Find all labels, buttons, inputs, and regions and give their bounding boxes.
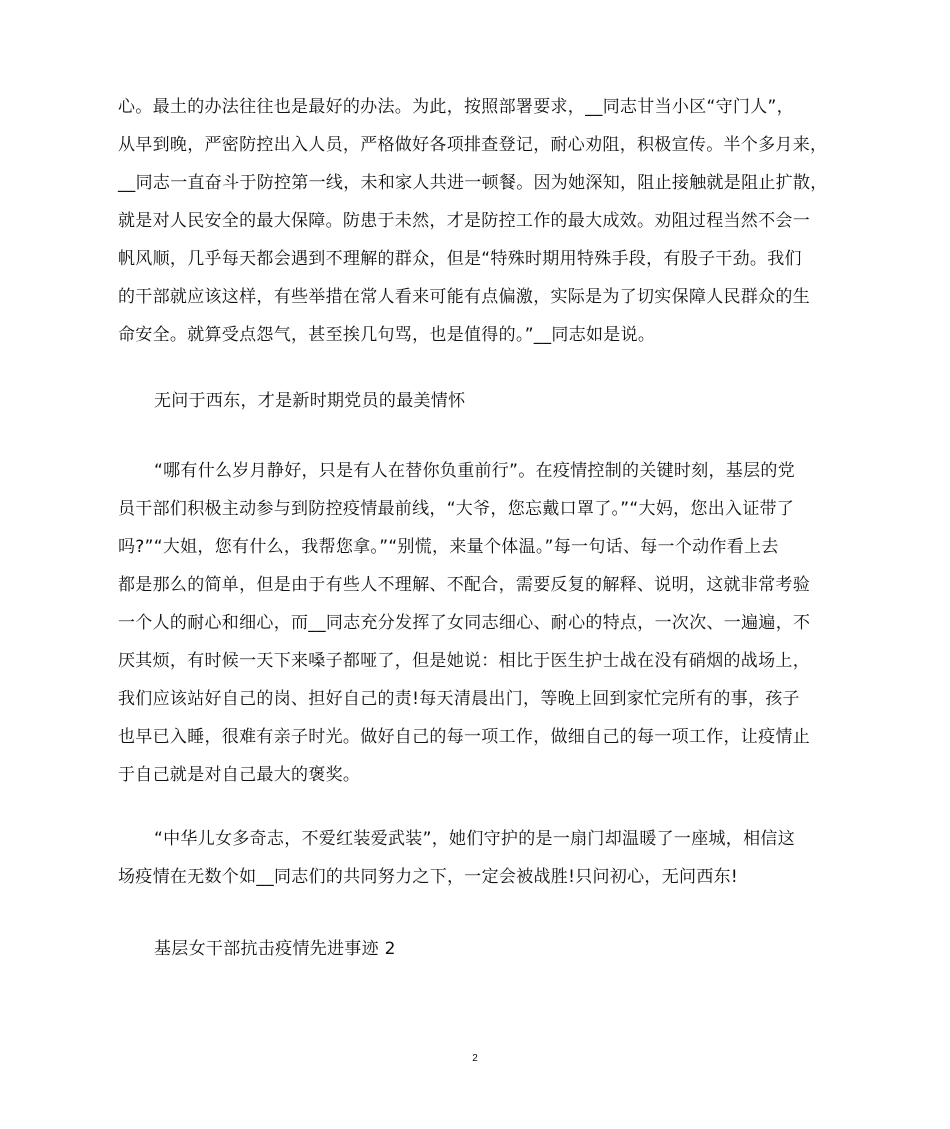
- paragraph-line: 厌其烦，有时候一天下来嗓子都哑了，但是她说：相比于医生护士战在没有硝烟的战场上，: [118, 651, 810, 671]
- paragraph-line: 从早到晚，严密防控出入人员，严格做好各项排查登记，耐心劝阻，积极宣传。半个多月来，: [118, 135, 828, 155]
- paragraph-1: [118, 88, 836, 354]
- paragraph-line: 命安全。就算受点怨气，甚至挨几句骂，也是值得的。”__同志如是说。: [118, 325, 656, 345]
- paragraph-line: 帆风顺，几乎每天都会遇到不理解的群众，但是“特殊时期用特殊手段，有股子干劲。我们: [118, 249, 802, 269]
- page-number: 2: [472, 1053, 478, 1064]
- paragraph-3: [118, 820, 836, 896]
- paragraph-2: [118, 452, 836, 794]
- paragraph-line: 于自己就是对自己最大的褒奖。: [118, 765, 361, 785]
- paragraph-line: 员干部们积极主动参与到防控疫情最前线，“大爷，您忘戴口罩了。”“大妈，您出入证带了: [118, 499, 795, 519]
- paragraph-line: 我们应该站好自己的岗、担好自己的责!每天清晨出门，等晚上回到家忙完所有的事，孩子: [118, 689, 800, 709]
- paragraph-line: 的干部就应该这样，有些举措在常人看来可能有点偏激，实际是为了切实保障人民群众的生: [118, 287, 810, 307]
- paragraph-line: 都是那么的简单，但是由于有些人不理解、不配合，需要反复的解释、说明，这就非常考验: [118, 575, 810, 595]
- heading-text: 无问于西东，才是新时期党员的最美情怀: [154, 391, 466, 411]
- paragraph-line: 就是对人民安全的最大保障。防患于未然，才是防控工作的最大成效。劝阻过程当然不会一: [118, 211, 810, 231]
- paragraph-line: 也早已入睡，很难有亲子时光。做好自己的每一项工作，做细自己的每一项工作，让疫情止: [118, 727, 810, 747]
- paragraph-line: “哪有什么岁月静好，只是有人在替你负重前行”。在疫情控制的关键时刻，基层的党: [154, 461, 796, 481]
- paragraph-line: 吗?”“大姐，您有什么，我帮您拿。”“别慌，来量个体温。”每一句话、每一个动作看上去: [118, 537, 779, 557]
- heading-text: 基层女干部抗击疫情先进事迹 2: [154, 939, 396, 959]
- paragraph-line: 场疫情在无数个如__同志们的共同努力之下，一定会被战胜!只问初心，无问西东!: [118, 867, 739, 887]
- paragraph-line: 一个人的耐心和细心，而__同志充分发挥了女同志细心、耐心的特点，一次次、一遍遍，不: [118, 613, 811, 633]
- paragraph-line: 心。最土的办法往往也是最好的办法。为此，按照部署要求，__同志甘当小区“守门人”，: [118, 97, 794, 117]
- section-heading-1: [118, 382, 836, 420]
- paragraph-line: “中华儿女多奇志，不爱红装爱武装”，她们守护的是一扇门却温暖了一座城，相信这: [154, 829, 796, 849]
- section-heading-2: [118, 930, 836, 968]
- paragraph-line: __同志一直奋斗于防控第一线，未和家人共进一顿餐。因为她深知，阻止接触就是阻止扩散，: [118, 173, 828, 193]
